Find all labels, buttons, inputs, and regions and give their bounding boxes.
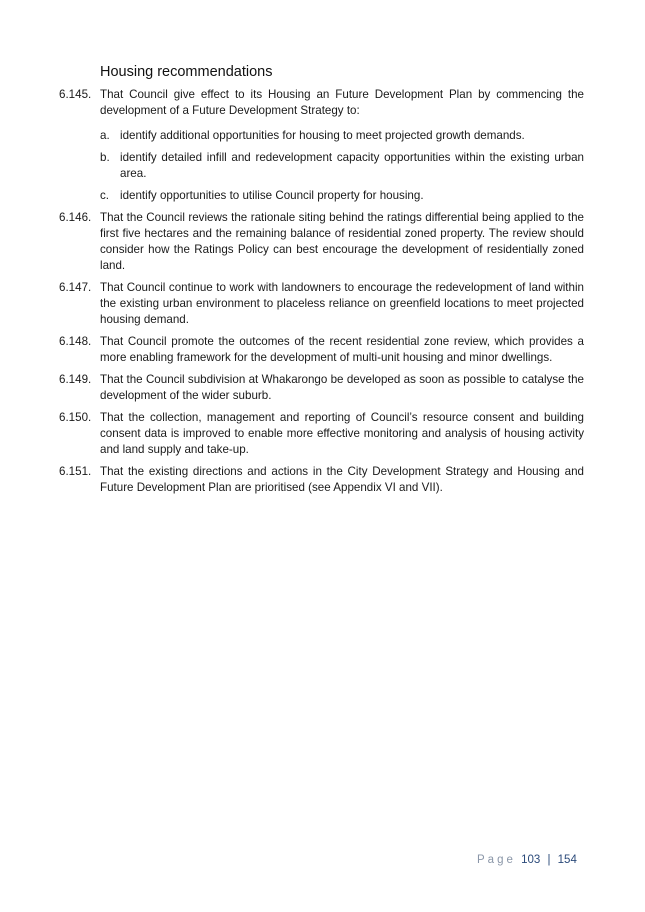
- recommendation-text: That Council continue to work with landowners to encourage the redevelopment of land within the existing urban environment to placeless reliance on greenfield locations to meet projected housing demand.: [100, 281, 584, 326]
- recommendation-text: That the Council reviews the rationale siting behind the ratings differential being applied to the first five hectares and the remaining balance of residential zoned property. The review should consider how the Ratings Policy can best encourage the development of residentially zoned land.: [100, 211, 584, 272]
- recommendations-list: [0, 87, 645, 502]
- recommendation-number: 6.146.: [59, 211, 92, 224]
- recommendation-item: [59, 87, 584, 119]
- total-pages: 154: [557, 854, 577, 866]
- recommendation-item: [59, 210, 584, 274]
- recommendation-item: [59, 334, 584, 366]
- recommendation-subitem: [100, 128, 584, 144]
- recommendation-subitem: [100, 150, 584, 182]
- subitem-letter: c.: [100, 189, 110, 202]
- subitem-letter: b.: [100, 151, 110, 164]
- recommendation-text: That the collection, management and reporting of Council’s resource consent and building consent data is improved to enable more effective monitoring and analysis of housing activity and land supply and take-up.: [100, 411, 584, 456]
- page-separator: |: [547, 854, 551, 866]
- recommendation-text: That Council give effect to its Housing an Future Development Plan by commencing the development of a Future Development Strategy to:: [100, 88, 584, 117]
- subitem-text: identify additional opportunities for housing to meet projected growth demands.: [120, 129, 525, 142]
- recommendation-text: That the existing directions and actions in the City Development Strategy and Housing and Future Development Plan are prioritised (see Appendix VI and VII).: [100, 465, 584, 494]
- page-number: 103: [521, 854, 541, 866]
- subitem-text: identify opportunities to utilise Council property for housing.: [120, 189, 424, 202]
- subitem-text: identify detailed infill and redevelopment capacity opportunities within the existing urban area.: [120, 151, 584, 180]
- recommendation-text: That the Council subdivision at Whakarongo be developed as soon as possible to catalyse the development of the wider suburb.: [100, 373, 584, 402]
- recommendation-text: That Council promote the outcomes of the recent residential zone review, which provides a more enabling framework for the development of multi-unit housing and minor dwellings.: [100, 335, 584, 364]
- recommendation-number: 6.147.: [59, 281, 92, 294]
- recommendation-number: 6.145.: [59, 88, 92, 101]
- recommendation-number: 6.151.: [59, 465, 92, 478]
- recommendation-item: [59, 372, 584, 404]
- recommendation-item: [59, 464, 584, 496]
- page-footer: [477, 852, 577, 868]
- recommendation-number: 6.149.: [59, 373, 92, 386]
- subitem-letter: a.: [100, 129, 110, 142]
- page-label: Page: [477, 854, 516, 866]
- recommendation-subitem: [100, 188, 584, 204]
- recommendation-item: [59, 280, 584, 328]
- recommendation-number: 6.150.: [59, 411, 92, 424]
- section-heading: Housing recommendations: [100, 64, 273, 80]
- recommendation-number: 6.148.: [59, 335, 92, 348]
- recommendation-item: [59, 410, 584, 458]
